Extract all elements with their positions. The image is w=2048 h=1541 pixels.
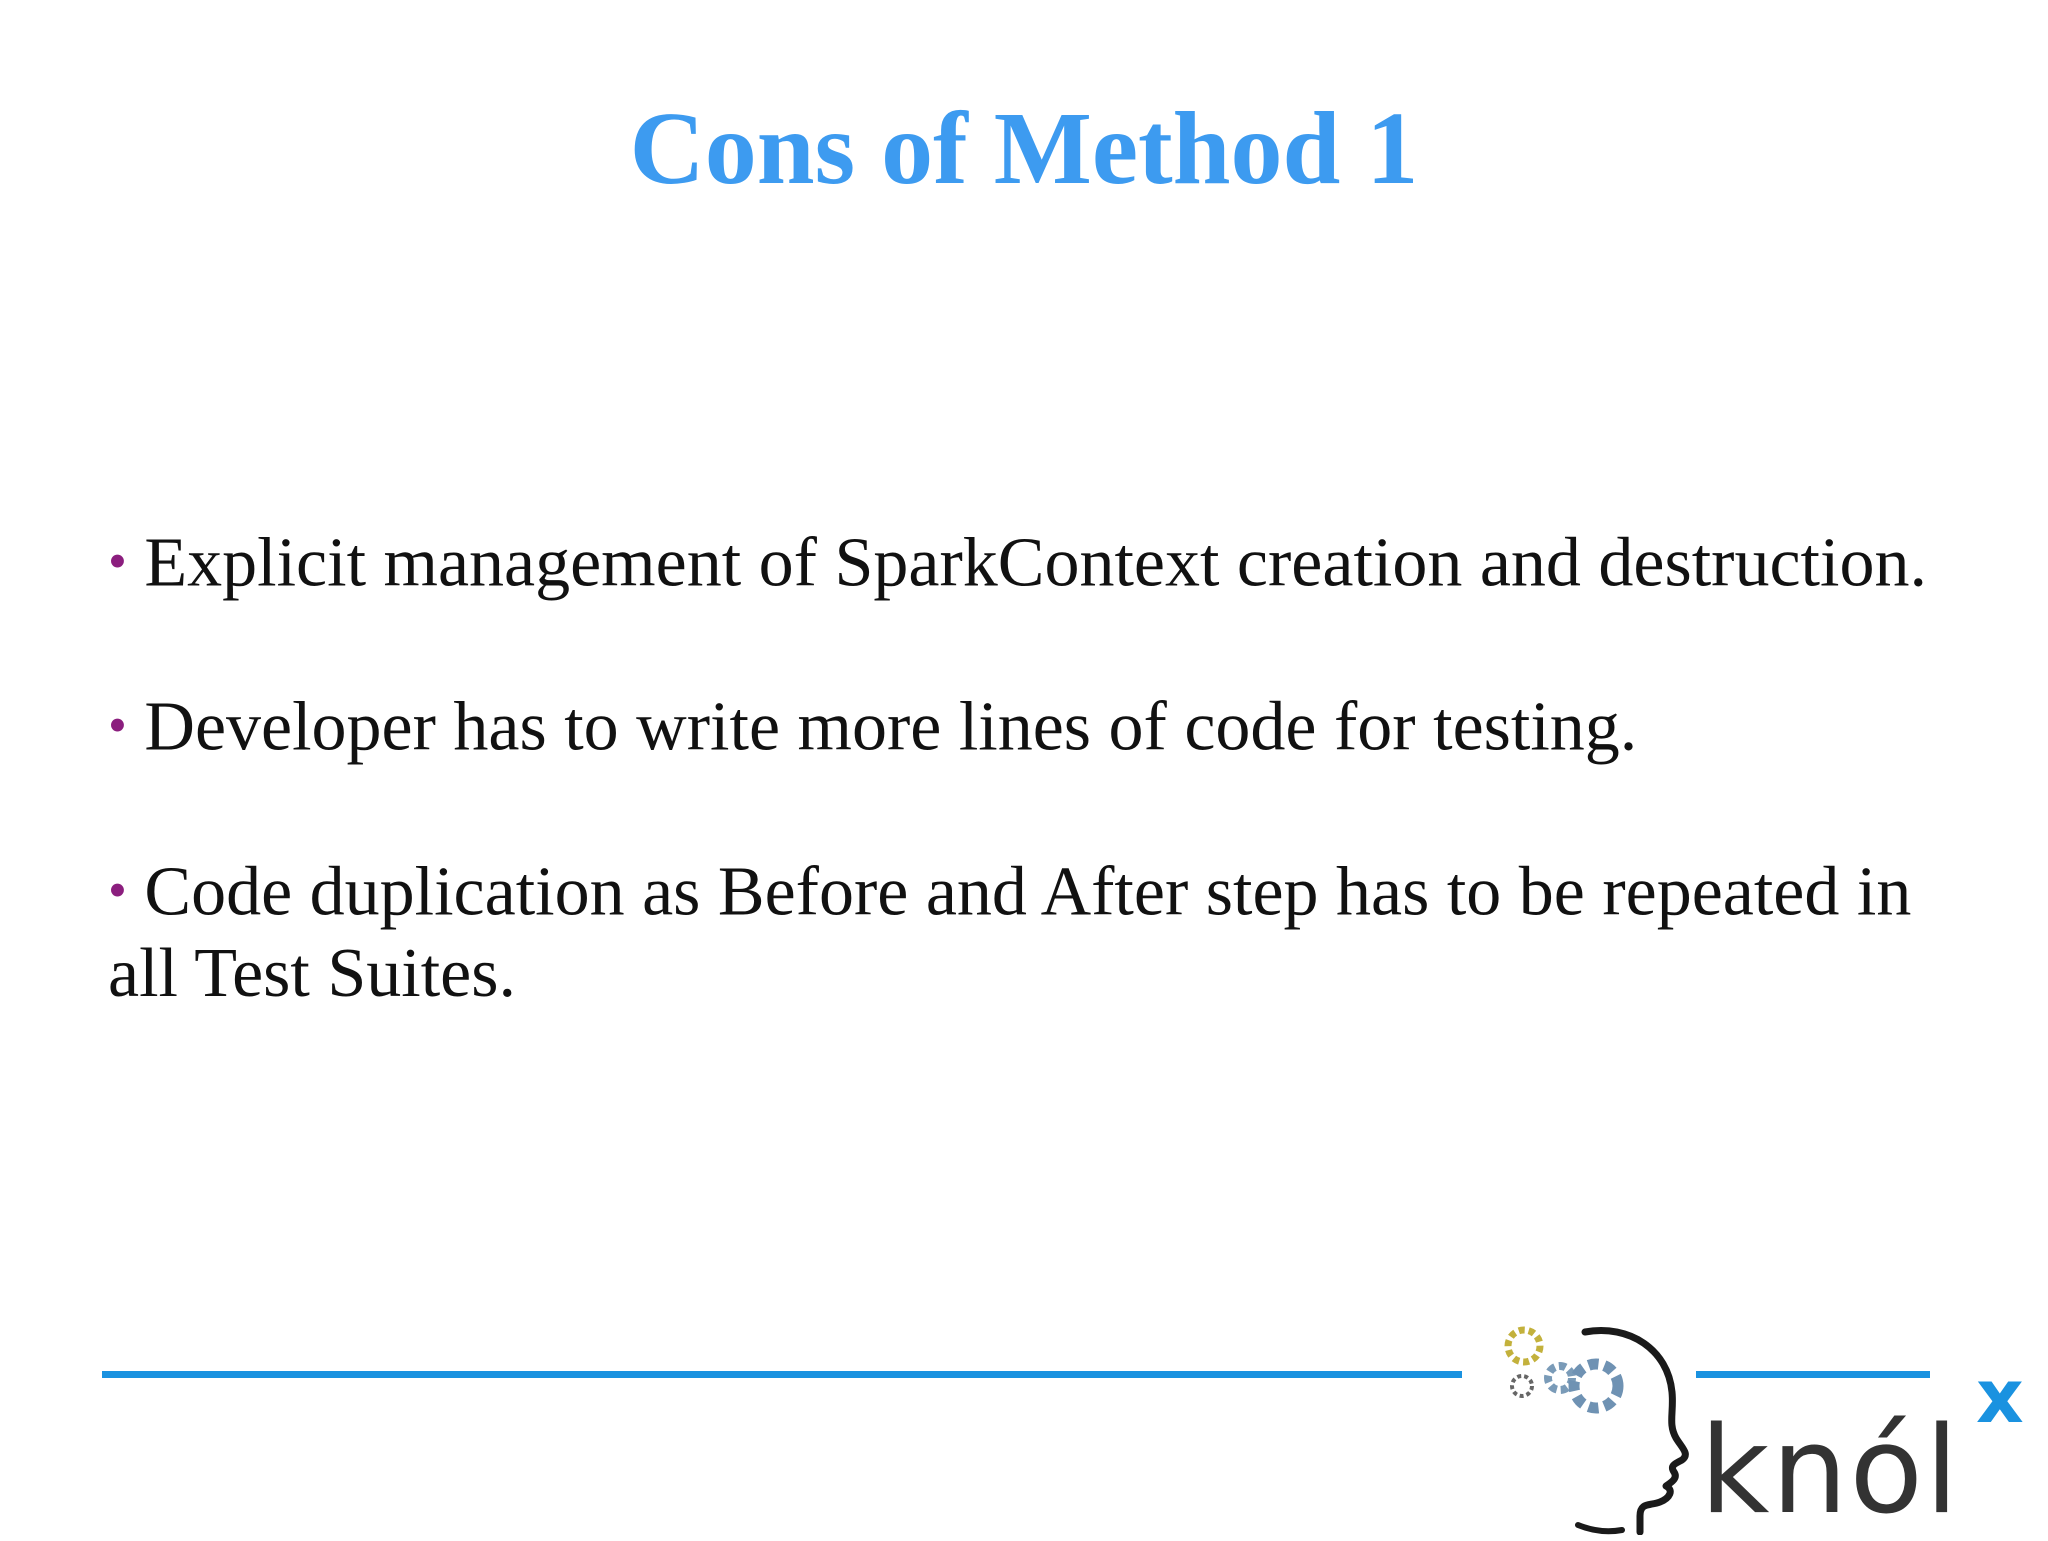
bullet-list xyxy=(108,520,1968,1095)
bullet-item xyxy=(108,849,1968,1015)
footer-rule-left xyxy=(102,1371,1462,1378)
bullet-item xyxy=(108,520,1968,604)
logo-wordmark: knól xyxy=(1700,1402,1961,1541)
bullet-dot: • xyxy=(108,531,127,591)
slide-title: Cons of Method 1 xyxy=(629,91,1419,206)
bullet-item xyxy=(108,684,1968,768)
head-with-gears-icon xyxy=(1490,1320,1700,1535)
logo-superscript-x: x xyxy=(1976,1354,2024,1440)
bullet-text: Explicit management of SparkContext creation and destruction. xyxy=(144,524,1927,602)
bullet-text: Code duplication as Before and After step has to be repeated in all Test Suites. xyxy=(108,853,1912,1013)
knolx-logo xyxy=(1490,1320,2030,1541)
bullet-text: Developer has to write more lines of code for testing. xyxy=(144,688,1638,766)
bullet-dot: • xyxy=(108,859,127,920)
bullet-dot: • xyxy=(108,695,127,756)
